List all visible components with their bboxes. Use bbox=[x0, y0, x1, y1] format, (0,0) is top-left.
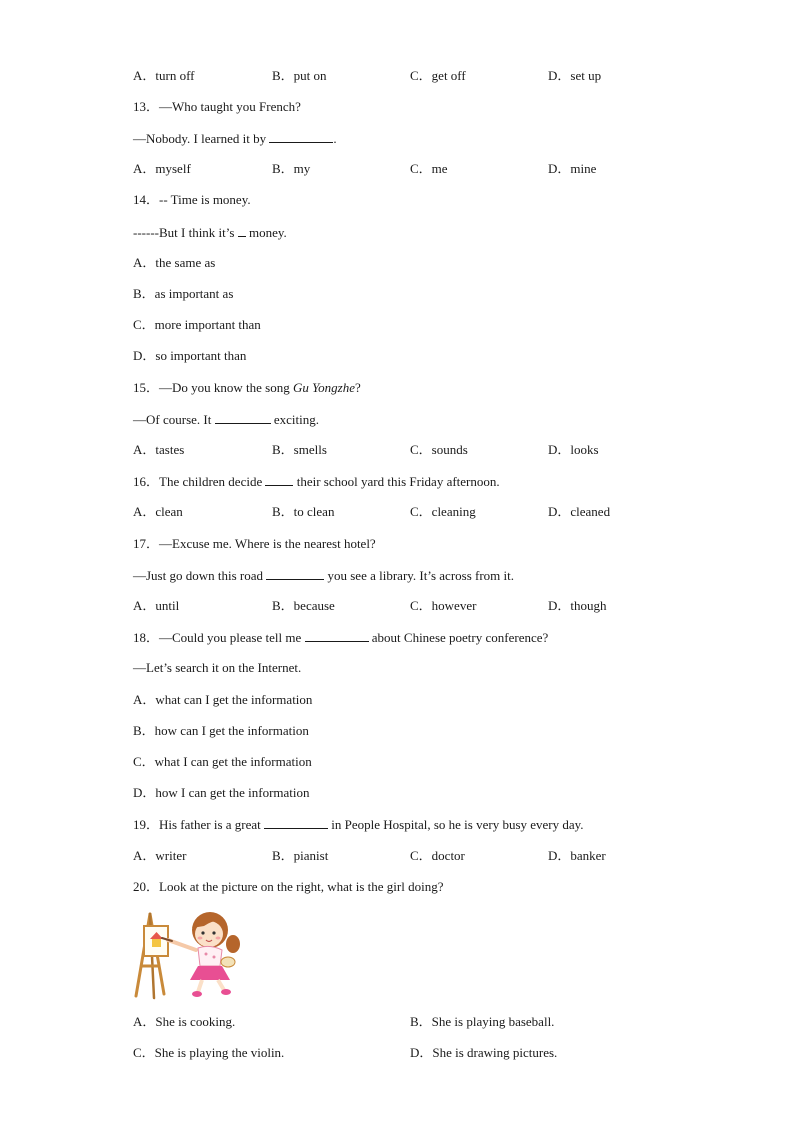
answer-blank bbox=[264, 816, 328, 829]
q17-option-b[interactable]: B．because bbox=[272, 598, 335, 613]
q16-stem-text: 16．The children decide bbox=[133, 474, 266, 489]
q13-reply bbox=[133, 130, 337, 147]
q12-option-c[interactable]: C．get off bbox=[410, 68, 466, 83]
q16-stem-end: their school yard this Friday afternoon. bbox=[293, 474, 500, 489]
q13-reply-text: —Nobody. I learned it by bbox=[133, 131, 270, 146]
q15-option-b[interactable]: B．smells bbox=[272, 442, 327, 457]
q20-option-b[interactable]: B．She is playing baseball. bbox=[410, 1014, 555, 1029]
q15-reply bbox=[133, 411, 319, 428]
q17-reply-end: you see a library. It’s across from it. bbox=[324, 568, 515, 583]
q17-option-a[interactable]: A．until bbox=[133, 598, 180, 613]
q19-stem bbox=[133, 816, 584, 833]
answer-blank bbox=[238, 224, 246, 237]
girl-painting-illustration bbox=[132, 908, 244, 1000]
q16-option-d[interactable]: D．cleaned bbox=[548, 504, 611, 519]
q15-option-a[interactable]: A．tastes bbox=[133, 442, 185, 457]
q20-option-a[interactable]: A．She is cooking. bbox=[133, 1014, 236, 1029]
q19-option-a[interactable]: A．writer bbox=[133, 848, 187, 863]
answer-blank bbox=[266, 567, 324, 580]
q19-stem-end: in People Hospital, so he is very busy every day. bbox=[328, 817, 584, 832]
q14-reply bbox=[133, 224, 287, 241]
q18-stem-end: about Chinese poetry conference? bbox=[368, 630, 549, 645]
q13-option-b[interactable]: B．my bbox=[272, 161, 311, 176]
q14-option-c[interactable]: C．more important than bbox=[133, 317, 261, 332]
q14-reply-end: money. bbox=[245, 225, 287, 240]
q14-option-a[interactable]: A．the same as bbox=[133, 255, 216, 270]
q18-reply: —Let’s search it on the Internet. bbox=[133, 660, 302, 675]
q13-option-a[interactable]: A．myself bbox=[133, 161, 191, 176]
q19-option-d[interactable]: D．banker bbox=[548, 848, 606, 863]
q20-stem: 20．Look at the picture on the right, what is the girl doing? bbox=[133, 879, 444, 894]
q12-option-d[interactable]: D．set up bbox=[548, 68, 602, 83]
q16-option-b[interactable]: B．to clean bbox=[272, 504, 335, 519]
q15-stem-end: ? bbox=[354, 380, 361, 395]
q13-option-d[interactable]: D．mine bbox=[548, 161, 597, 176]
q18-stem bbox=[133, 629, 548, 646]
q17-reply bbox=[133, 567, 514, 584]
answer-blank bbox=[305, 629, 369, 642]
q16-option-c[interactable]: C．cleaning bbox=[410, 504, 476, 519]
q18-option-c[interactable]: C．what I can get the information bbox=[133, 754, 312, 769]
q15-option-c[interactable]: C．sounds bbox=[410, 442, 468, 457]
q18-stem-text: 18．—Could you please tell me bbox=[133, 630, 305, 645]
q12-option-a[interactable]: A．turn off bbox=[133, 68, 195, 83]
q15-reply-end: exciting. bbox=[270, 412, 319, 427]
q15-reply-text: —Of course. It bbox=[133, 412, 215, 427]
q17-stem: 17．—Excuse me. Where is the nearest hotel? bbox=[133, 536, 376, 551]
q19-option-b[interactable]: B．pianist bbox=[272, 848, 329, 863]
q18-option-b[interactable]: B．how can I get the information bbox=[133, 723, 309, 738]
q13-option-c[interactable]: C．me bbox=[410, 161, 448, 176]
answer-blank bbox=[269, 130, 333, 143]
song-title: Gu Yongzhe bbox=[292, 380, 355, 395]
q14-reply-text: ------But I think it’s bbox=[133, 225, 238, 240]
q17-option-c[interactable]: C．however bbox=[410, 598, 477, 613]
q13-stem: 13．—Who taught you French? bbox=[133, 99, 301, 114]
q15-stem bbox=[133, 380, 361, 396]
q15-option-d[interactable]: D．looks bbox=[548, 442, 599, 457]
q20-option-d[interactable]: D．She is drawing pictures. bbox=[410, 1045, 558, 1060]
answer-blank bbox=[265, 473, 293, 486]
q13-reply-end: . bbox=[333, 131, 337, 146]
answer-blank bbox=[215, 411, 271, 424]
q14-stem: 14．-- Time is money. bbox=[133, 192, 251, 207]
q17-reply-text: —Just go down this road bbox=[133, 568, 267, 583]
q12-option-b[interactable]: B．put on bbox=[272, 68, 327, 83]
q16-stem bbox=[133, 473, 500, 490]
q18-option-a[interactable]: A．what can I get the information bbox=[133, 692, 313, 707]
q18-option-d[interactable]: D．how I can get the information bbox=[133, 785, 310, 800]
q14-option-d[interactable]: D．so important than bbox=[133, 348, 247, 363]
q17-option-d[interactable]: D．though bbox=[548, 598, 607, 613]
q19-option-c[interactable]: C．doctor bbox=[410, 848, 465, 863]
q16-option-a[interactable]: A．clean bbox=[133, 504, 183, 519]
q14-option-b[interactable]: B．as important as bbox=[133, 286, 234, 301]
q19-stem-text: 19．His father is a great bbox=[133, 817, 265, 832]
q15-stem-text: 15．—Do you know the song bbox=[133, 380, 293, 395]
q20-option-c[interactable]: C．She is playing the violin. bbox=[133, 1045, 285, 1060]
